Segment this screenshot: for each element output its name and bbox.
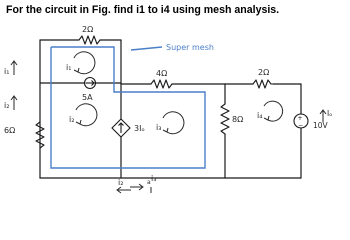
dependent-source xyxy=(112,119,130,137)
label-r-middle: 4Ω xyxy=(156,69,168,78)
mesh-arrow-i3 xyxy=(163,128,168,132)
label-branch-i2: i₂ xyxy=(4,101,10,110)
mesh-arrow-i4 xyxy=(264,116,269,120)
label-branch-i1: i₁ xyxy=(4,67,10,76)
current-source-5a xyxy=(85,78,96,89)
mesh-arrow-i1 xyxy=(74,68,79,72)
mesh-loops xyxy=(74,52,283,134)
resistor-center-right xyxy=(221,104,229,134)
mesh-loop-i3 xyxy=(163,112,184,134)
label-dependent-source: 3Iₒ xyxy=(134,124,145,133)
resistor-top-right xyxy=(253,80,273,88)
label-mesh-i1: i₁ xyxy=(66,63,72,72)
mesh-arrow-i2 xyxy=(76,120,81,124)
mesh-loop-i2 xyxy=(76,104,97,126)
supermesh-pointer xyxy=(131,47,162,50)
label-mesh-i3: i₃ xyxy=(156,123,162,132)
label-supermesh: Super mesh xyxy=(166,43,214,52)
label-node-marker: a xyxy=(147,179,151,186)
label-voltage-source: 10V xyxy=(313,121,328,130)
label-mesh-i4: i₄ xyxy=(257,111,263,120)
label-r-center-right: 8Ω xyxy=(232,115,244,124)
mesh-loop-i4 xyxy=(264,101,283,121)
voltage-source-10v xyxy=(294,114,308,129)
label-r-top-left: 2Ω xyxy=(82,25,94,34)
label-mesh-i2: i₂ xyxy=(69,115,75,124)
label-current-source: 5A xyxy=(82,93,93,102)
branch-arrows xyxy=(11,61,326,193)
label-io: Iₒ xyxy=(327,109,333,118)
svg-text:−: − xyxy=(298,122,304,129)
resistor-middle xyxy=(151,80,172,88)
circuit-wires xyxy=(40,40,304,178)
circuit-labels xyxy=(4,25,332,187)
mesh-loop-i1 xyxy=(74,52,95,74)
supermesh-outline xyxy=(51,47,205,168)
supermesh-boundary xyxy=(51,47,205,168)
label-r-left: 6Ω xyxy=(4,126,16,135)
resistor-top-left xyxy=(79,36,100,44)
label-branch-i2-bottom: i₂ xyxy=(118,178,124,187)
label-branch-i3: i₃ xyxy=(151,174,157,183)
svg-text:+: + xyxy=(297,115,303,122)
problem-title: For the circuit in Fig. find i1 to i4 using mesh analysis. xyxy=(6,4,280,16)
label-r-top-right: 2Ω xyxy=(258,68,270,77)
